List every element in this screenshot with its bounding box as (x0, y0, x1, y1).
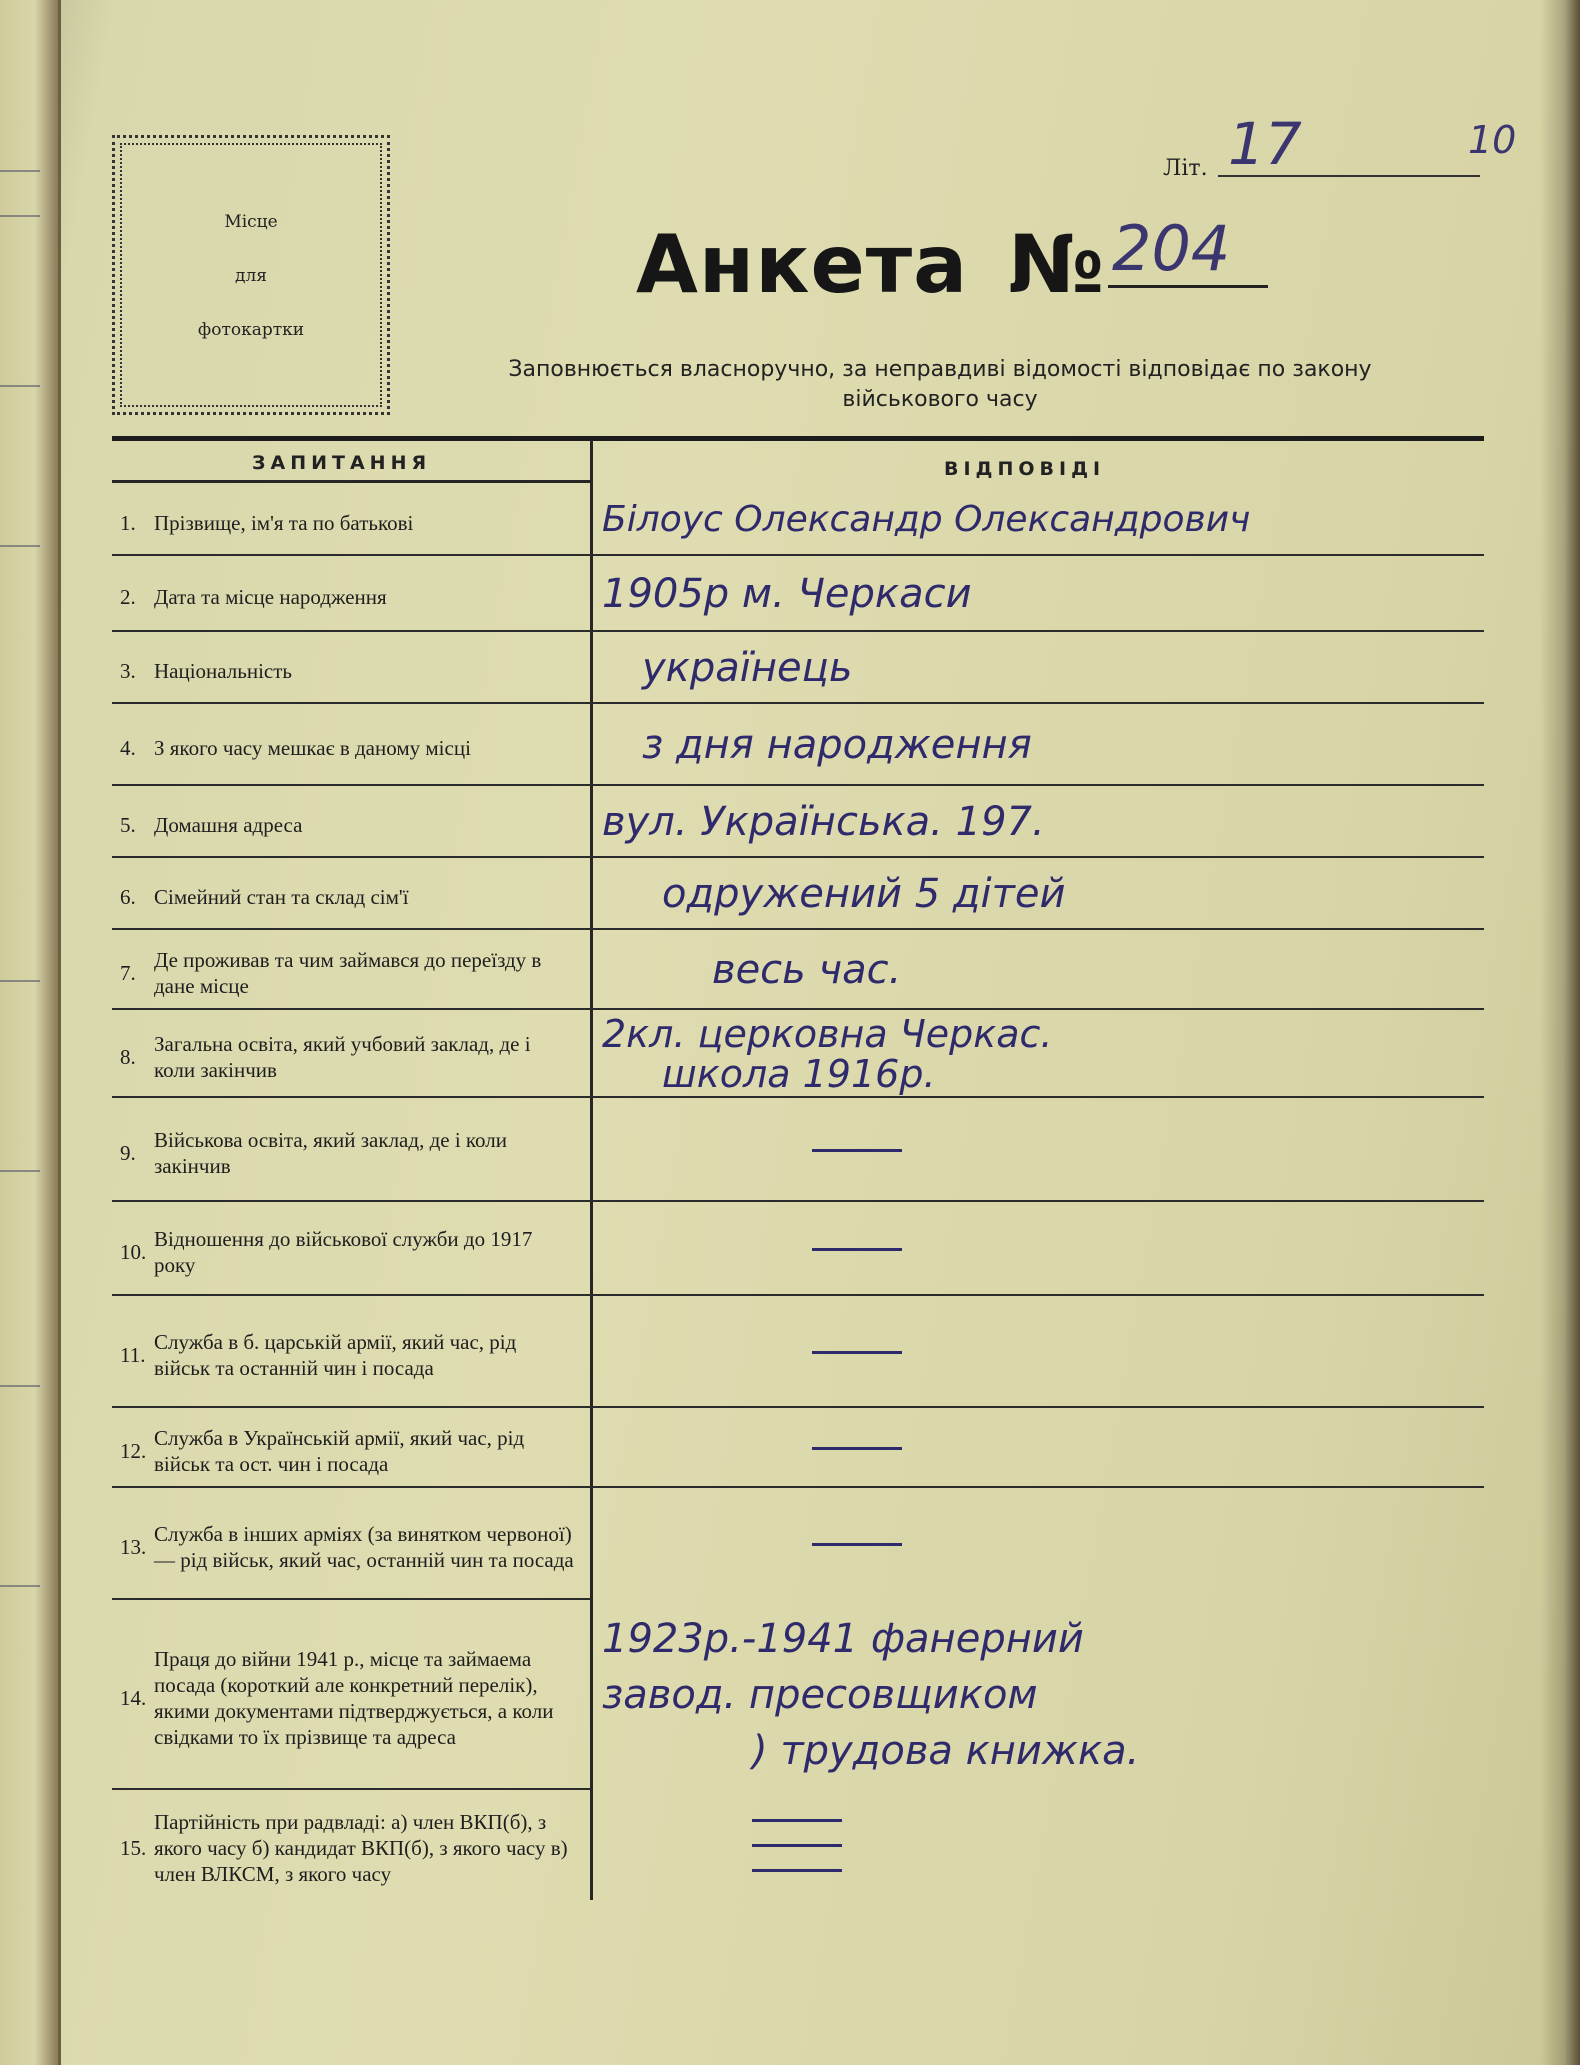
photo-box-line-2: для (235, 266, 267, 286)
table-top-rule (112, 436, 1484, 441)
question-cell: 8. Загальна освіта, який учбовий заклад, де і коли закінчив (120, 1032, 531, 1082)
table-row (112, 1098, 1484, 1202)
answer-cell: з дня народження (642, 722, 1032, 768)
table-row (112, 1202, 1484, 1296)
table-row (112, 1408, 1484, 1488)
question-cell: 5. Домашня адреса (120, 813, 303, 837)
question-cell: 12. Служба в Українській армії, який час, рід військ та ост. чин і посада (120, 1426, 525, 1476)
table-row (112, 556, 1484, 632)
table-row (112, 704, 1484, 786)
answer-cell (602, 1408, 1472, 1488)
answer-cell (602, 1202, 1472, 1296)
question-cell: 13. Служба в інших арміях (за винятком червоної) — рід військ, який час, останній чин та посада (120, 1522, 574, 1572)
table-row (112, 858, 1484, 930)
empty-answer-dash (812, 1351, 902, 1354)
question-cell: 4. З якого часу мешкає в даному місці (120, 736, 471, 760)
answer-cell: 2кл. церковна Черкас. школа 1916р. (602, 1012, 1053, 1096)
photo-placeholder-box (112, 135, 390, 415)
table-row (112, 1790, 1484, 1900)
form-number-underline (1108, 285, 1268, 288)
question-cell: 10. Відношення до військової служби до 1917 року (120, 1227, 533, 1277)
table-row (112, 930, 1484, 1010)
question-cell: 3. Національність (120, 659, 293, 683)
question-cell: 7. Де проживав та чим займався до переїзду в дане місце (120, 948, 542, 998)
question-cell: 2. Дата та місце народження (120, 585, 387, 609)
lit-label: Літ. (1163, 156, 1208, 181)
question-cell: 11. Служба в б. царській армії, який час, рід військ та останній чин і посада (120, 1330, 517, 1380)
question-cell: 9. Військова освіта, який заклад, де і коли закінчив (120, 1128, 507, 1178)
form-subtitle (400, 355, 1480, 415)
photo-box-line-3: фотокартки (197, 320, 305, 340)
questions-header: ЗАПИТАННЯ (252, 452, 432, 474)
table-row (112, 786, 1484, 858)
table-row (112, 1600, 1484, 1790)
question-cell: 1. Прізвище, ім'я та по батькові (120, 511, 414, 535)
answer-cell: вул. Українська. 197. (602, 799, 1045, 845)
answer-cell: 1905р м. Черкаси (602, 571, 972, 617)
empty-answer-dash (752, 1869, 842, 1872)
answer-cell (602, 1790, 1472, 1900)
answers-header: ВІДПОВІДІ (944, 458, 1106, 480)
answer-cell: 1923р.-1941 фанерний завод. пресовщиком ) трудова книжка. (602, 1616, 1140, 1774)
table-row (112, 632, 1484, 704)
empty-answer-dash (812, 1248, 902, 1251)
answer-cell: українець (642, 645, 853, 691)
table-row (112, 484, 1484, 556)
page-number: 10 (1468, 118, 1517, 162)
subtitle-line-2: військового часу (842, 387, 1038, 412)
table-row (112, 1296, 1484, 1408)
empty-answer-dash (812, 1543, 902, 1546)
answer-cell (602, 1488, 1472, 1600)
right-page-edge (1540, 0, 1580, 2065)
header-rule (112, 480, 590, 483)
answer-cell: одружений 5 дітей (662, 871, 1066, 917)
empty-answer-dash (752, 1819, 842, 1822)
answer-cell: весь час. (712, 947, 902, 993)
table-row (112, 1010, 1484, 1098)
empty-answer-dash (812, 1149, 902, 1152)
answer-cell (602, 1098, 1472, 1202)
questionnaire-table (112, 436, 1484, 1900)
empty-answer-dash (812, 1447, 902, 1450)
subtitle-line-1: Заповнюється власноручно, за неправдиві відомості відповідає по закону (508, 357, 1372, 382)
form-number: 204 (1112, 212, 1231, 285)
lit-value: 17 (1228, 110, 1302, 178)
form-title: Анкета (636, 218, 969, 311)
number-sign: № (1008, 218, 1105, 311)
question-cell: 15. Партійність при радвладі: а) член ВКП(б), з якого часу б) кандидат ВКП(б), з якого часу в) член ВЛКСМ, з якого часу (120, 1810, 568, 1886)
question-cell: 6. Сімейний стан та склад сім'ї (120, 885, 409, 909)
table-row (112, 1488, 1484, 1600)
photo-box-line-1: Місце (224, 212, 278, 232)
answer-cell: Білоус Олександр Олександрович (602, 499, 1251, 540)
left-page-edge (0, 0, 61, 2065)
question-cell: 14. Праця до війни 1941 р., місце та займаема посада (короткий але конкретний перелік), якими документами підтверджується, а коли свідками то їх прізвище та адреса (120, 1647, 554, 1749)
answer-cell (602, 1296, 1472, 1408)
empty-answer-dash (752, 1844, 842, 1847)
